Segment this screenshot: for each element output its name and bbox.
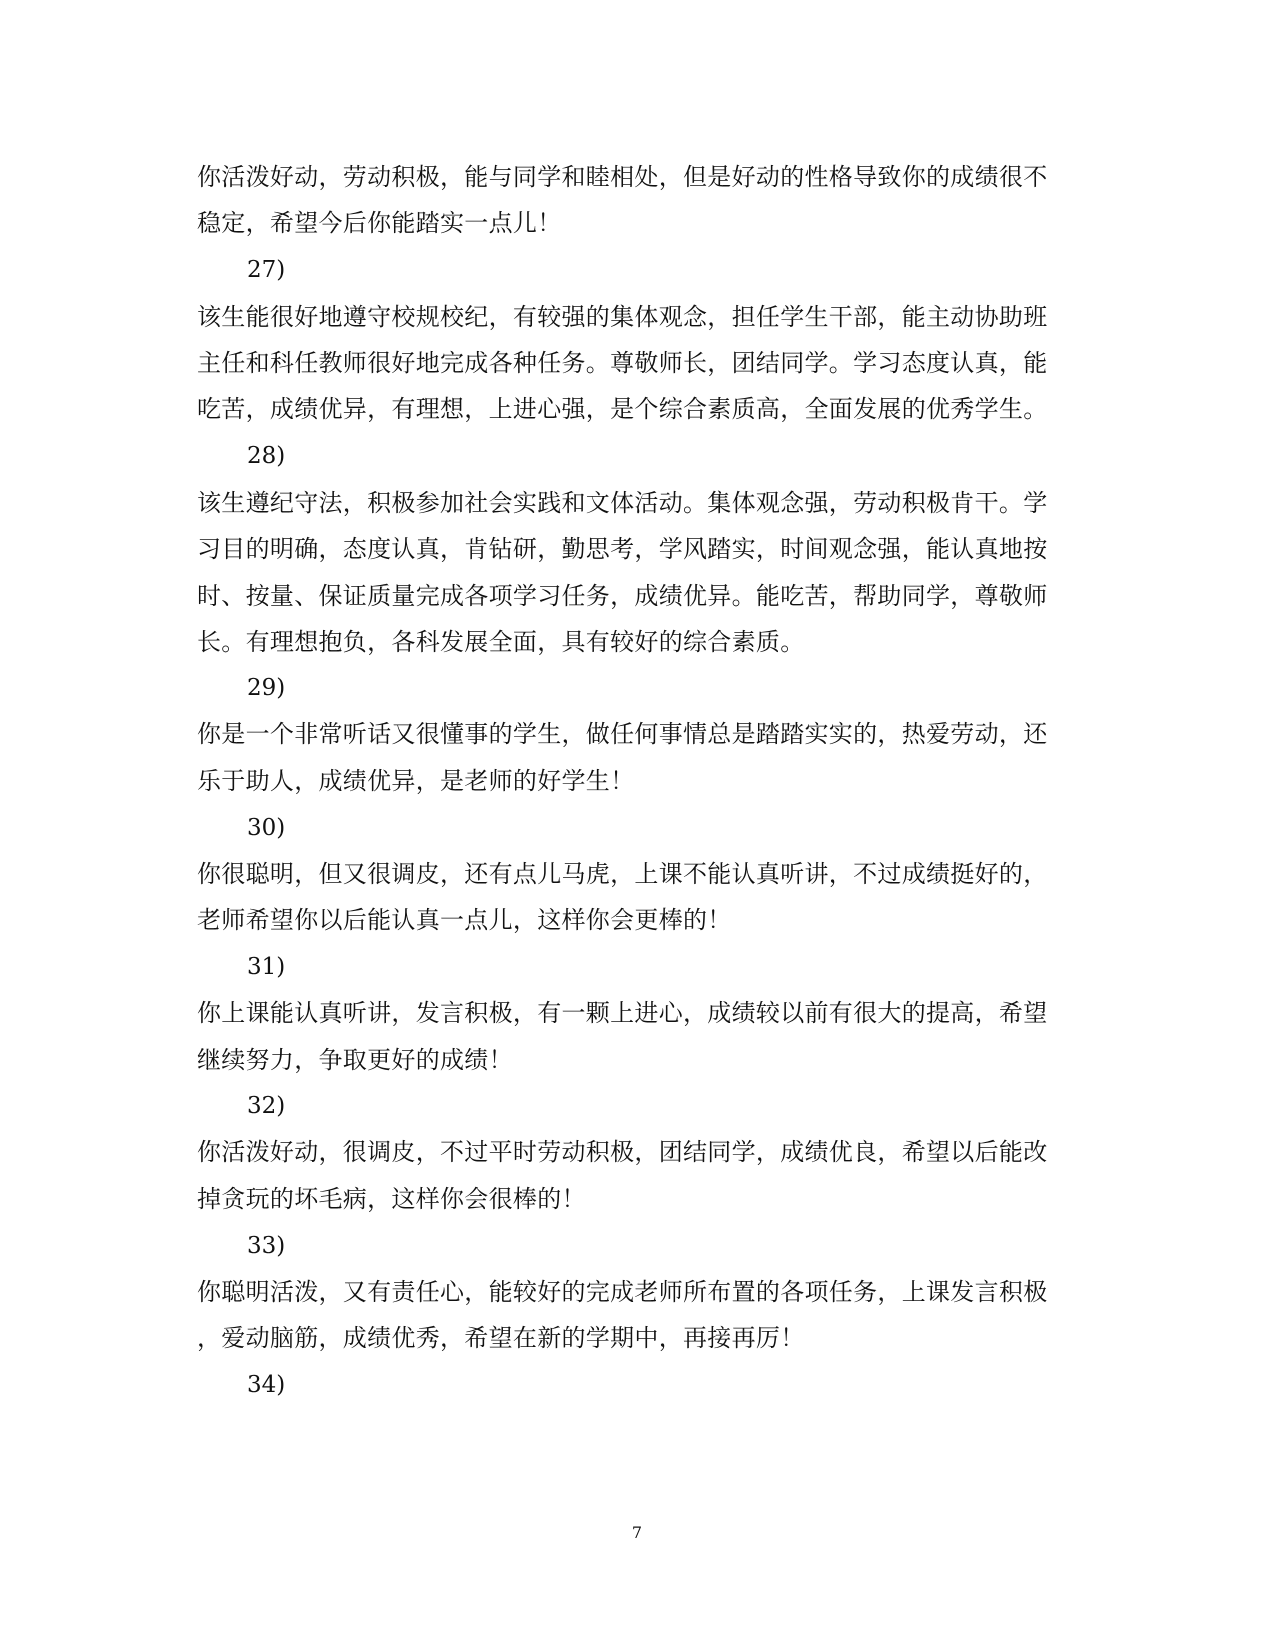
- text-line: 掉贪玩的坏毛病，这样你会很棒的！: [197, 1185, 586, 1213]
- text-line: 主任和科任教师很好地完成各种任务。尊敬师长，团结同学。学习态度认真，能: [197, 349, 1048, 377]
- item-number: 29): [247, 675, 286, 701]
- text-line: 你聪明活泼，又有责任心，能较好的完成老师所布置的各项任务，上课发言积极: [197, 1278, 1048, 1306]
- text-line: 乐于助人，成绩优异，是老师的好学生！: [197, 767, 635, 795]
- text-line: 习目的明确，态度认真，肯钻研，勤思考，学风踏实，时间观念强，能认真地按: [197, 535, 1048, 563]
- text-line: 你活泼好动，劳动积极，能与同学和睦相处，但是好动的性格导致你的成绩很不: [197, 163, 1048, 191]
- text-line: 该生遵纪守法，积极参加社会实践和文体活动。集体观念强，劳动积极肯干。学: [197, 489, 1048, 517]
- item-number: 30): [247, 815, 286, 841]
- text-line: 吃苦，成绩优异，有理想，上进心强，是个综合素质高，全面发展的优秀学生。: [197, 395, 1048, 423]
- item-number: 28): [247, 443, 286, 469]
- text-line: 该生能很好地遵守校规校纪，有较强的集体观念，担任学生干部，能主动协助班: [197, 303, 1048, 331]
- item-number: 32): [247, 1093, 286, 1119]
- text-line: 你上课能认真听讲，发言积极，有一颗上进心，成绩较以前有很大的提高，希望: [197, 999, 1048, 1027]
- item-number: 34): [247, 1372, 286, 1398]
- text-line: 老师希望你以后能认真一点儿，这样你会更棒的！: [197, 906, 732, 934]
- text-line: 长。有理想抱负，各科发展全面，具有较好的综合素质。: [197, 628, 805, 656]
- text-line: 你很聪明，但又很调皮，还有点儿马虎，上课不能认真听讲，不过成绩挺好的，: [197, 860, 1048, 888]
- text-line: 时、按量、保证质量完成各项学习任务，成绩优异。能吃苦，帮助同学，尊敬师: [197, 582, 1048, 610]
- text-line: 你是一个非常听话又很懂事的学生，做任何事情总是踏踏实实的，热爱劳动，还: [197, 720, 1048, 748]
- text-line: 继续努力，争取更好的成绩！: [197, 1046, 513, 1074]
- text-line: 稳定，希望今后你能踏实一点儿！: [197, 209, 562, 237]
- item-number: 33): [247, 1233, 286, 1259]
- text-line: ，爱动脑筋，成绩优秀，希望在新的学期中，再接再厉！: [197, 1324, 805, 1352]
- page-number: 7: [631, 1523, 643, 1542]
- text-line: 你活泼好动，很调皮，不过平时劳动积极，团结同学，成绩优良，希望以后能改: [197, 1138, 1048, 1166]
- item-number: 31): [247, 954, 286, 980]
- item-number: 27): [247, 257, 286, 283]
